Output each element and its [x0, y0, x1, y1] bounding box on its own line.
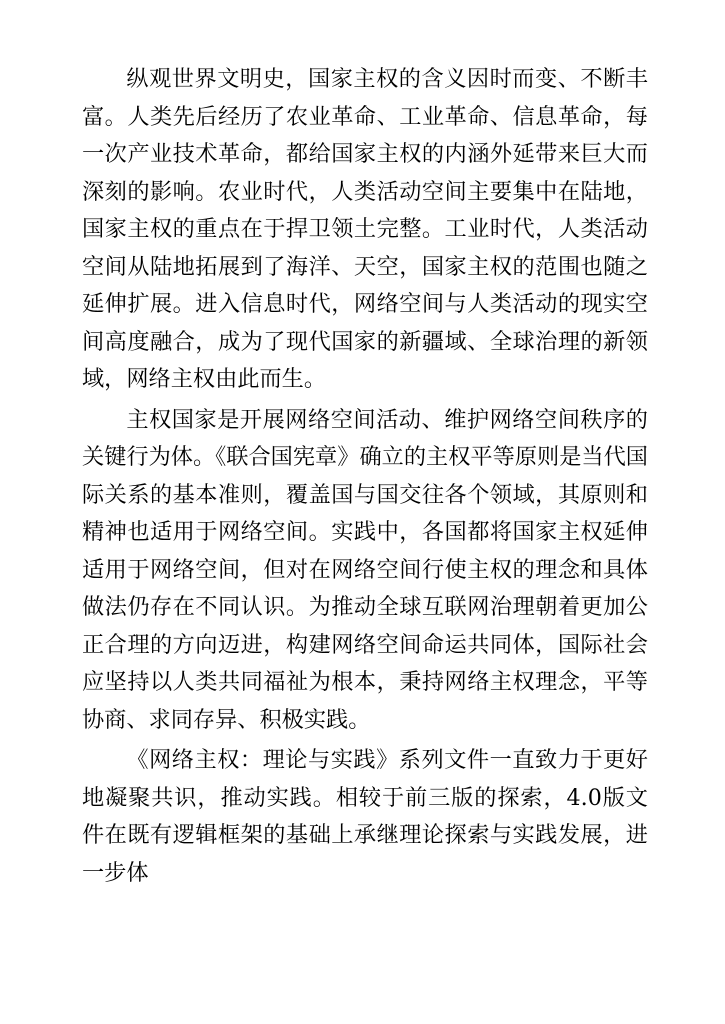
paragraph-1: 纵观世界文明史，国家主权的含义因时而变、不断丰富。人类先后经历了农业革命、工业革命、信息革命，每一次产业技术革命，都给国家主权的内涵外延带来巨大而深刻的影响。农业时代，人类活动空间主要集中在陆地，国家主权的重点在于捍卫领土完整。工业时代，人类活动空间从陆地拓展到了海洋、天空，国家主权的范围也随之延伸扩展。进入信息时代，网络空间与人类活动的现实空间高度融合，成为了现代国家的新疆域、全球治理的新领域，网络主权由此而生。 — [82, 66, 648, 392]
document-page — [82, 61, 648, 895]
paragraph-2: 主权国家是开展网络空间活动、维护网络空间秩序的关键行为体。《联合国宪章》确立的主权平等原则是当代国际关系的基本准则，覆盖国与国交往各个领域，其原则和精神也适用于网络空间。实践中，各国都将国家主权延伸适用于网络空间，但对在网络空间行使主权的理念和具体做法仍存在不同认识。为推动全球互联网治理朝着更加公正合理的方向迈进，构建网络空间命运共同体，国际社会应坚持以人类共同福祉为根本，秉持网络主权理念，平等协商、求同存异、积极实践。 — [82, 406, 648, 733]
paragraph-3: 《网络主权：理论与实践》系列文件一直致力于更好地凝聚共识，推动实践。相较于前三版的探索，4.0版文件在既有逻辑框架的基础上承继理论探索与实践发展，进一步体 — [82, 747, 648, 886]
